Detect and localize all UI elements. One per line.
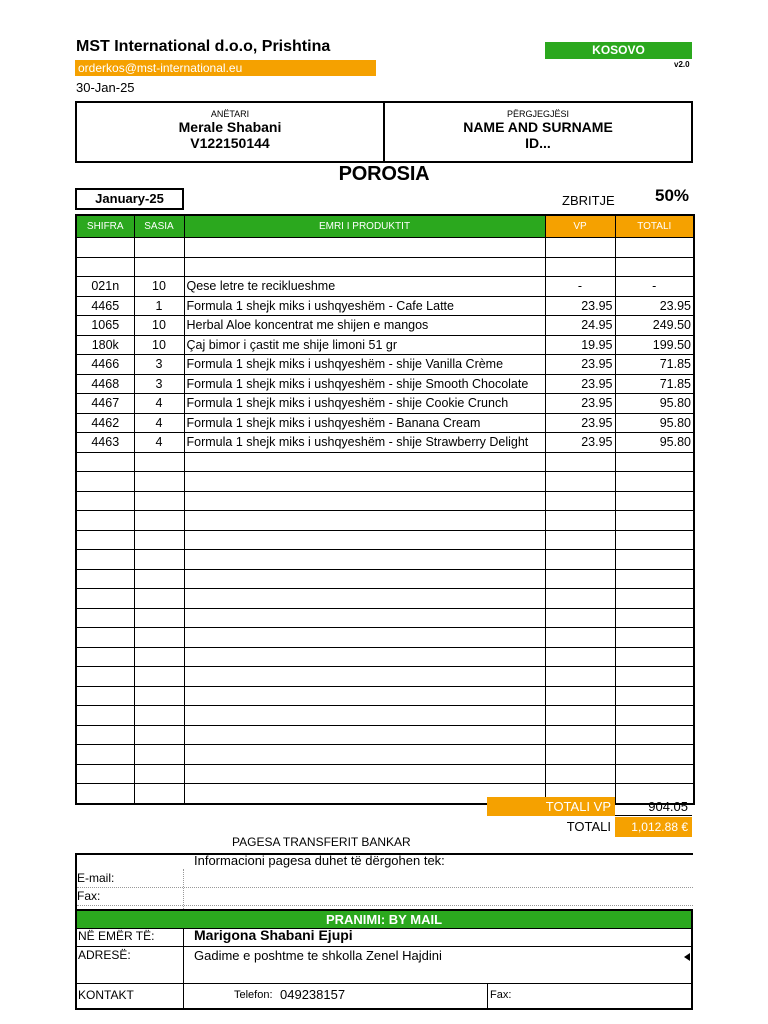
version-label: v2.0 [674,60,690,69]
phone-label: Telefon: [234,989,273,1001]
sponsor-id[interactable]: ID... [525,135,551,151]
receipt-divider [183,928,184,1008]
table-row[interactable] [76,725,694,745]
address-label: ADRESË: [78,948,131,962]
cell-code[interactable]: 021n [76,277,134,297]
order-date: 30-Jan-25 [76,80,135,95]
table-row[interactable] [76,335,694,355]
cell-vp[interactable]: 24.95 [545,316,615,336]
cell-qty[interactable] [134,608,184,628]
divider [77,983,691,984]
cell-total[interactable] [615,608,694,628]
cell-vp[interactable] [545,238,615,258]
cell-qty[interactable] [134,452,184,472]
cell-vp[interactable] [545,764,615,784]
cell-total[interactable]: 23.95 [615,296,694,316]
sponsor-label: PËRGJEGJËSI [506,109,569,119]
cell-vp[interactable] [545,745,615,765]
cell-total[interactable] [615,238,694,258]
cell-qty[interactable]: 10 [134,335,184,355]
cell-vp[interactable]: 23.95 [545,296,615,316]
cell-code[interactable] [76,452,134,472]
payment-info: Informacioni pagesa duhet të dërgohen tek: [194,853,445,868]
cell-code[interactable] [76,491,134,511]
cell-product-name[interactable]: Formula 1 shejk miks i ushqyeshëm - Banana Cream [184,413,545,433]
cell-code[interactable] [76,550,134,570]
cell-code[interactable]: 4466 [76,355,134,375]
cell-vp[interactable]: 23.95 [545,374,615,394]
cell-product-name[interactable] [184,491,545,511]
cell-vp[interactable]: 23.95 [545,413,615,433]
cell-product-name[interactable] [184,764,545,784]
cell-vp[interactable]: 19.95 [545,335,615,355]
cell-total[interactable] [615,628,694,648]
party-box [75,101,693,163]
cell-product-name[interactable]: Herbal Aloe koncentrat me shijen e mangos [184,316,545,336]
cell-vp[interactable] [545,472,615,492]
cell-qty[interactable] [134,725,184,745]
sponsor-section [383,103,691,161]
table-row[interactable] [76,472,694,492]
cell-qty[interactable]: 4 [134,394,184,414]
cell-vp[interactable] [545,550,615,570]
cell-product-name[interactable] [184,667,545,687]
region-badge: KOSOVO [545,42,692,59]
table-row[interactable] [76,452,694,472]
cell-qty[interactable] [134,667,184,687]
col-header-name: EMRI I PRODUKTIT [184,215,545,238]
cell-qty[interactable] [134,647,184,667]
table-row[interactable] [76,355,694,375]
cell-qty[interactable] [134,569,184,589]
cell-total[interactable] [615,569,694,589]
cell-product-name[interactable] [184,530,545,550]
table-row[interactable] [76,667,694,687]
cell-qty[interactable] [134,686,184,706]
cell-product-name[interactable]: Formula 1 shejk miks i ushqyeshëm - shije Strawberry Delight [184,433,545,453]
table-row[interactable] [76,491,694,511]
payment-divider [183,869,184,909]
payment-fax-row[interactable] [77,887,693,906]
cell-qty[interactable] [134,472,184,492]
table-row[interactable] [76,374,694,394]
cell-vp[interactable] [545,725,615,745]
cell-qty[interactable] [134,706,184,726]
cell-qty[interactable] [134,589,184,609]
grand-total-label: TOTALI [566,819,611,834]
discount-label: ZBRITJE [562,193,615,208]
cell-code[interactable] [76,725,134,745]
cell-product-name[interactable] [184,647,545,667]
cell-code[interactable] [76,589,134,609]
cell-code[interactable] [76,608,134,628]
table-row[interactable] [76,530,694,550]
cell-code[interactable] [76,569,134,589]
cell-total[interactable]: 71.85 [615,374,694,394]
table-row[interactable] [76,706,694,726]
cell-total[interactable] [615,647,694,667]
cell-code[interactable] [76,784,134,804]
cell-total[interactable] [615,452,694,472]
table-row[interactable] [76,238,694,258]
col-header-qty: SASIA [134,215,184,238]
cell-total[interactable]: - [615,277,694,297]
fax-label: Fax: [490,989,512,1001]
cell-qty[interactable]: 3 [134,355,184,375]
table-row[interactable] [76,257,694,277]
total-vp-value: 904.05 [615,797,692,816]
cell-total[interactable] [615,530,694,550]
payment-fax-label: Fax: [77,889,101,903]
table-row[interactable] [76,550,694,570]
cell-product-name[interactable] [184,725,545,745]
cell-total[interactable] [615,589,694,609]
col-header-code: SHIFRA [76,215,134,238]
cell-vp[interactable] [545,452,615,472]
member-name[interactable]: Merale Shabani [178,119,282,135]
cell-vp[interactable] [545,511,615,531]
recipient-name-value[interactable]: Marigona Shabani Ejupi [194,927,353,943]
cell-total[interactable]: 95.80 [615,394,694,414]
address-value[interactable]: Gadime e poshtme te shkolla Zenel Hajdini [194,948,442,963]
cell-code[interactable] [76,745,134,765]
cell-product-name[interactable] [184,472,545,492]
phone-value[interactable]: 049238157 [280,987,346,1002]
cell-qty[interactable] [134,238,184,258]
cell-product-name[interactable]: Formula 1 shejk miks i ushqyeshëm - shije Cookie Crunch [184,394,545,414]
cell-vp[interactable] [545,667,615,687]
cell-vp[interactable] [545,491,615,511]
divider [77,928,691,929]
cell-code[interactable] [76,764,134,784]
cell-vp[interactable] [545,589,615,609]
table-row[interactable] [76,413,694,433]
cell-qty[interactable] [134,257,184,277]
cell-qty[interactable]: 1 [134,296,184,316]
table-row[interactable] [76,608,694,628]
cell-code[interactable] [76,647,134,667]
total-vp-label: TOTALI VP [487,797,615,816]
cell-qty[interactable]: 4 [134,413,184,433]
cell-product-name[interactable] [184,511,545,531]
table-row[interactable] [76,569,694,589]
cell-total[interactable]: 249.50 [615,316,694,336]
cell-vp[interactable]: - [545,277,615,297]
cell-product-name[interactable]: Qese letre te reciklueshme [184,277,545,297]
cell-total[interactable] [615,257,694,277]
cell-total[interactable] [615,491,694,511]
cell-total[interactable] [615,550,694,570]
caret-left-icon [684,953,690,961]
cell-product-name[interactable] [184,589,545,609]
col-header-total: TOTALI [615,215,694,238]
member-id[interactable]: V122150144 [190,135,270,151]
company-name: MST International d.o.o, Prishtina [76,38,331,55]
cell-total[interactable] [615,764,694,784]
table-row[interactable] [76,433,694,453]
cell-code[interactable]: 1065 [76,316,134,336]
cell-code[interactable]: 4463 [76,433,134,453]
cell-qty[interactable] [134,511,184,531]
cell-qty[interactable]: 10 [134,316,184,336]
table-row[interactable] [76,686,694,706]
cell-product-name[interactable] [184,706,545,726]
cell-vp[interactable] [545,647,615,667]
grand-total-value: 1,012.88 € [615,817,692,837]
page-title: POROSIA [338,163,430,185]
cell-product-name[interactable]: Formula 1 shejk miks i ushqyeshëm - shije Smooth Chocolate [184,374,545,394]
cell-vp[interactable] [545,257,615,277]
cell-total[interactable] [615,472,694,492]
cell-code[interactable] [76,706,134,726]
cell-code[interactable] [76,257,134,277]
bank-transfer-title: PAGESA TRANSFERIT BANKAR [232,835,411,849]
fax-divider [487,983,488,1008]
discount-value[interactable]: 50% [655,186,690,205]
cell-code[interactable] [76,686,134,706]
cell-code[interactable] [76,667,134,687]
cell-product-name[interactable] [184,257,545,277]
sponsor-name[interactable]: NAME AND SURNAME [463,119,613,135]
table-row[interactable] [76,745,694,765]
col-header-vp: VP [545,215,615,238]
cell-code[interactable] [76,238,134,258]
payment-email-label: E-mail: [77,871,115,885]
cell-product-name[interactable] [184,608,545,628]
cell-total[interactable]: 95.80 [615,433,694,453]
table-row[interactable] [76,589,694,609]
table-header-row [76,215,694,238]
cell-qty[interactable]: 3 [134,374,184,394]
contact-label: KONTAKT [78,988,134,1002]
cell-total[interactable]: 95.80 [615,413,694,433]
cell-code[interactable]: 4462 [76,413,134,433]
cell-qty[interactable] [134,745,184,765]
table-row[interactable] [76,316,694,336]
member-label: ANËTARI [210,109,250,119]
cell-qty[interactable] [134,491,184,511]
cell-code[interactable] [76,511,134,531]
cell-product-name[interactable] [184,628,545,648]
cell-product-name[interactable] [184,452,545,472]
cell-total[interactable]: 71.85 [615,355,694,375]
cell-qty[interactable] [134,764,184,784]
cell-vp[interactable]: 23.95 [545,433,615,453]
cell-vp[interactable] [545,686,615,706]
order-month[interactable]: January-25 [75,188,184,210]
cell-code[interactable]: 4467 [76,394,134,414]
cell-code[interactable]: 180k [76,335,134,355]
order-table [75,214,695,805]
cell-product-name[interactable]: Formula 1 shejk miks i ushqyeshëm - shije Vanilla Crème [184,355,545,375]
cell-qty[interactable] [134,530,184,550]
table-row[interactable] [76,296,694,316]
cell-total[interactable]: 199.50 [615,335,694,355]
cell-vp[interactable] [545,608,615,628]
table-row[interactable] [76,647,694,667]
cell-product-name[interactable]: Çaj bimor i çastit me shije limoni 51 gr [184,335,545,355]
cell-vp[interactable]: 23.95 [545,355,615,375]
cell-qty[interactable] [134,550,184,570]
cell-total[interactable] [615,686,694,706]
cell-qty[interactable] [134,628,184,648]
cell-product-name[interactable] [184,745,545,765]
cell-code[interactable]: 4465 [76,296,134,316]
cell-total[interactable] [615,511,694,531]
cell-product-name[interactable] [184,686,545,706]
cell-product-name[interactable] [184,238,545,258]
cell-code[interactable]: 4468 [76,374,134,394]
cell-total[interactable] [615,745,694,765]
recipient-name-label: NË EMËR TË: [78,929,155,943]
cell-total[interactable] [615,725,694,745]
divider [77,946,691,947]
cell-code[interactable] [76,472,134,492]
member-section [77,103,383,161]
cell-total[interactable] [615,667,694,687]
cell-vp[interactable] [545,706,615,726]
table-row[interactable] [76,394,694,414]
cell-vp[interactable] [545,569,615,589]
receipt-header: PRANIMI: BY MAIL [77,911,691,928]
order-email[interactable]: orderkos@mst-international.eu [75,60,376,76]
cell-vp[interactable] [545,628,615,648]
table-row[interactable] [76,628,694,648]
cell-product-name[interactable]: Formula 1 shejk miks i ushqyeshëm - Cafe Latte [184,296,545,316]
cell-qty[interactable] [134,784,184,804]
cell-vp[interactable] [545,530,615,550]
cell-qty[interactable]: 10 [134,277,184,297]
table-row[interactable] [76,277,694,297]
cell-total[interactable] [615,706,694,726]
cell-qty[interactable]: 4 [134,433,184,453]
table-row[interactable] [76,764,694,784]
cell-code[interactable] [76,628,134,648]
payment-email-row[interactable] [77,869,693,888]
cell-vp[interactable]: 23.95 [545,394,615,414]
table-row[interactable] [76,511,694,531]
cell-code[interactable] [76,530,134,550]
cell-product-name[interactable] [184,550,545,570]
cell-product-name[interactable] [184,569,545,589]
